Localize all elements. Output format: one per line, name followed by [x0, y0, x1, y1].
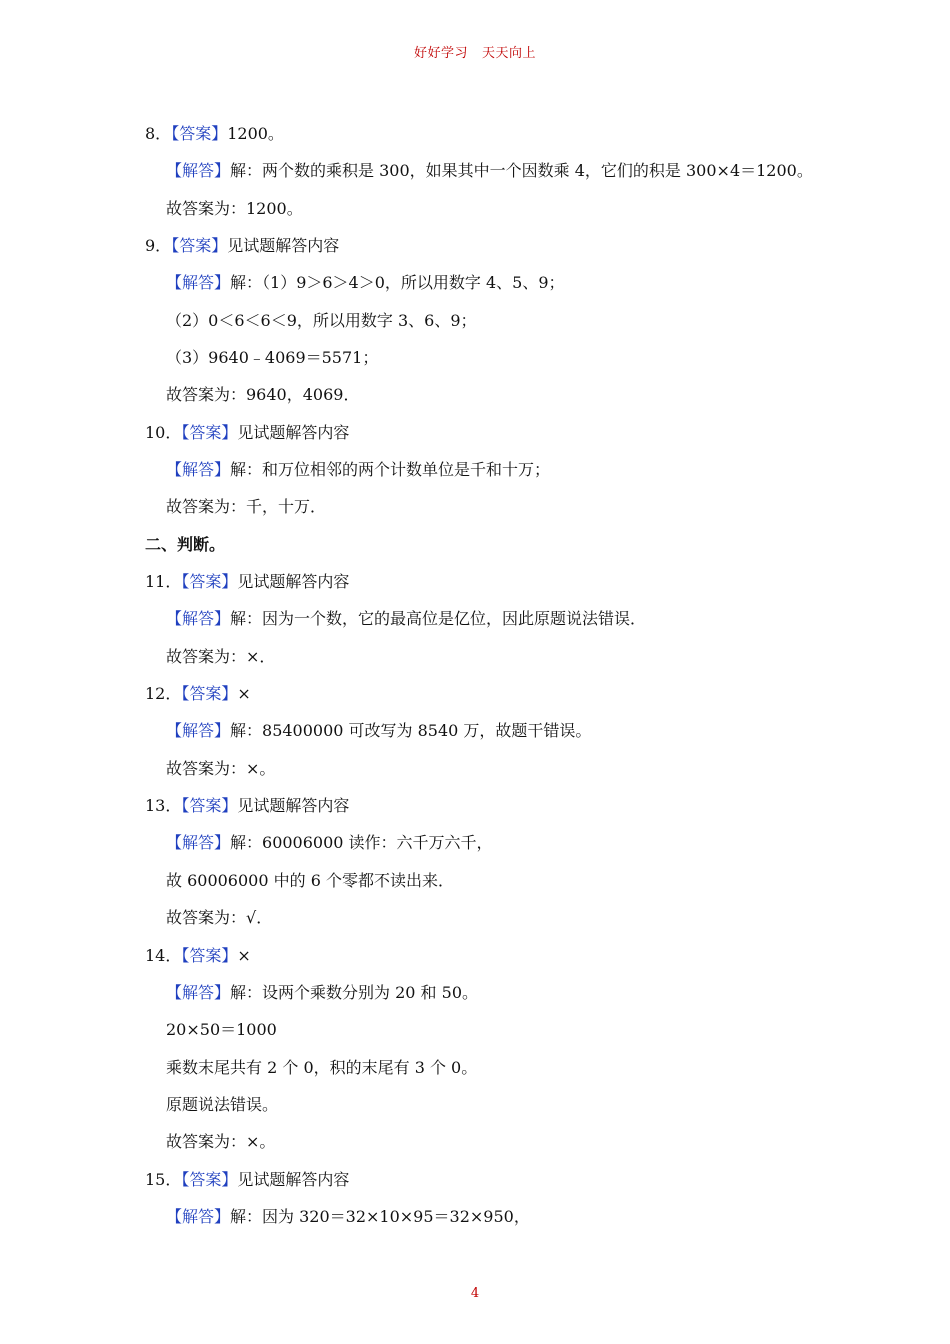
answer-text: × — [237, 946, 251, 965]
analysis-tag: 【解答】 — [166, 609, 231, 628]
q9-answer-line — [145, 236, 339, 256]
analysis-tag: 【解答】 — [166, 721, 231, 740]
analysis-text: 解：因为一个数，它的最高位是亿位，因此原题说法错误． — [230, 609, 647, 628]
question-number: 13． — [145, 796, 182, 815]
analysis-tag: 【解答】 — [166, 833, 231, 852]
q8-final-line: 故答案为：1200。 — [166, 199, 303, 218]
header-right: 天天向上 — [482, 46, 537, 61]
q14-analysis-line — [166, 983, 478, 1003]
q14-line4: 原题说法错误。 — [166, 1095, 279, 1114]
q14-final-line: 故答案为：×。 — [166, 1132, 276, 1151]
answer-text: × — [237, 684, 251, 703]
q8-analysis-line — [166, 161, 813, 181]
question-number: 8． — [145, 124, 172, 143]
answer-tag: 【答案】 — [181, 684, 238, 703]
q14-line3: 乘数末尾共有 2 个 0，积的末尾有 3 个 0。 — [166, 1058, 478, 1077]
section-heading: 二、判断。 — [145, 535, 226, 554]
q13-answer-line — [145, 796, 349, 816]
q11-analysis-line — [166, 609, 646, 629]
q15-answer-line — [145, 1170, 349, 1190]
analysis-text: 解：因为 320＝32×10×95＝32×950， — [230, 1207, 530, 1226]
q12-analysis-line — [166, 721, 591, 741]
answer-text: 见试题解答内容 — [237, 423, 350, 442]
page-header — [0, 42, 950, 61]
q10-analysis-line — [166, 460, 550, 480]
answer-tag: 【答案】 — [181, 796, 238, 815]
q9-line2: （2）0＜6＜6＜9，所以用数字 3、6、9； — [166, 311, 477, 330]
q9-analysis-line — [166, 273, 565, 293]
answer-tag: 【答案】 — [181, 572, 238, 591]
question-number: 14． — [145, 946, 182, 965]
analysis-text: 解：85400000 可改写为 8540 万，故题干错误。 — [230, 721, 592, 740]
analysis-text: 解：两个数的乘积是 300，如果其中一个因数乘 4，它们的积是 300×4＝1200。 — [230, 161, 813, 180]
analysis-text: 解：设两个乘数分别为 20 和 50。 — [230, 983, 478, 1002]
q10-final-line: 故答案为：千，十万． — [166, 497, 327, 516]
q8-answer-line — [145, 124, 284, 144]
answer-tag: 【答案】 — [171, 236, 228, 255]
analysis-tag: 【解答】 — [166, 1207, 231, 1226]
analysis-text: 解：和万位相邻的两个计数单位是千和十万； — [230, 460, 551, 479]
answer-tag: 【答案】 — [181, 423, 238, 442]
q15-analysis-line — [166, 1207, 530, 1227]
answer-tag: 【答案】 — [171, 124, 228, 143]
q9-line3: （3）9640﹣4069＝5571； — [166, 348, 379, 367]
question-number: 9． — [145, 236, 172, 255]
page-number: 4 — [470, 1286, 480, 1301]
q12-answer-line — [145, 684, 251, 704]
q13-analysis-line — [166, 833, 493, 853]
analysis-tag: 【解答】 — [166, 161, 231, 180]
answer-text: 见试题解答内容 — [237, 572, 350, 591]
analysis-text: 解：（1）9＞6＞4＞0，所以用数字 4、5、9； — [230, 273, 565, 292]
answer-text: 见试题解答内容 — [227, 236, 340, 255]
answer-text: 1200。 — [227, 124, 284, 143]
q14-answer-line — [145, 946, 251, 966]
answer-text: 见试题解答内容 — [237, 1170, 350, 1189]
q14-line2: 20×50＝1000 — [166, 1020, 277, 1039]
analysis-text: 解：60006000 读作：六千万六千， — [230, 833, 493, 852]
answer-tag: 【答案】 — [181, 1170, 238, 1189]
answer-text: 见试题解答内容 — [237, 796, 350, 815]
q11-answer-line — [145, 572, 349, 592]
question-number: 11． — [145, 572, 182, 591]
analysis-tag: 【解答】 — [166, 983, 231, 1002]
question-number: 10． — [145, 423, 182, 442]
q12-final-line: 故答案为：×。 — [166, 759, 276, 778]
analysis-tag: 【解答】 — [166, 460, 231, 479]
q11-final-line: 故答案为：×． — [166, 647, 276, 666]
analysis-tag: 【解答】 — [166, 273, 231, 292]
question-number: 15． — [145, 1170, 182, 1189]
answer-tag: 【答案】 — [181, 946, 238, 965]
q10-answer-line — [145, 423, 349, 443]
header-left: 好好学习 — [413, 46, 468, 61]
q9-final-line: 故答案为：9640，4069． — [166, 385, 360, 404]
q13-line2: 故 60006000 中的 6 个零都不读出来． — [166, 871, 454, 890]
q13-final-line: 故答案为：√． — [166, 908, 273, 927]
question-number: 12． — [145, 684, 182, 703]
